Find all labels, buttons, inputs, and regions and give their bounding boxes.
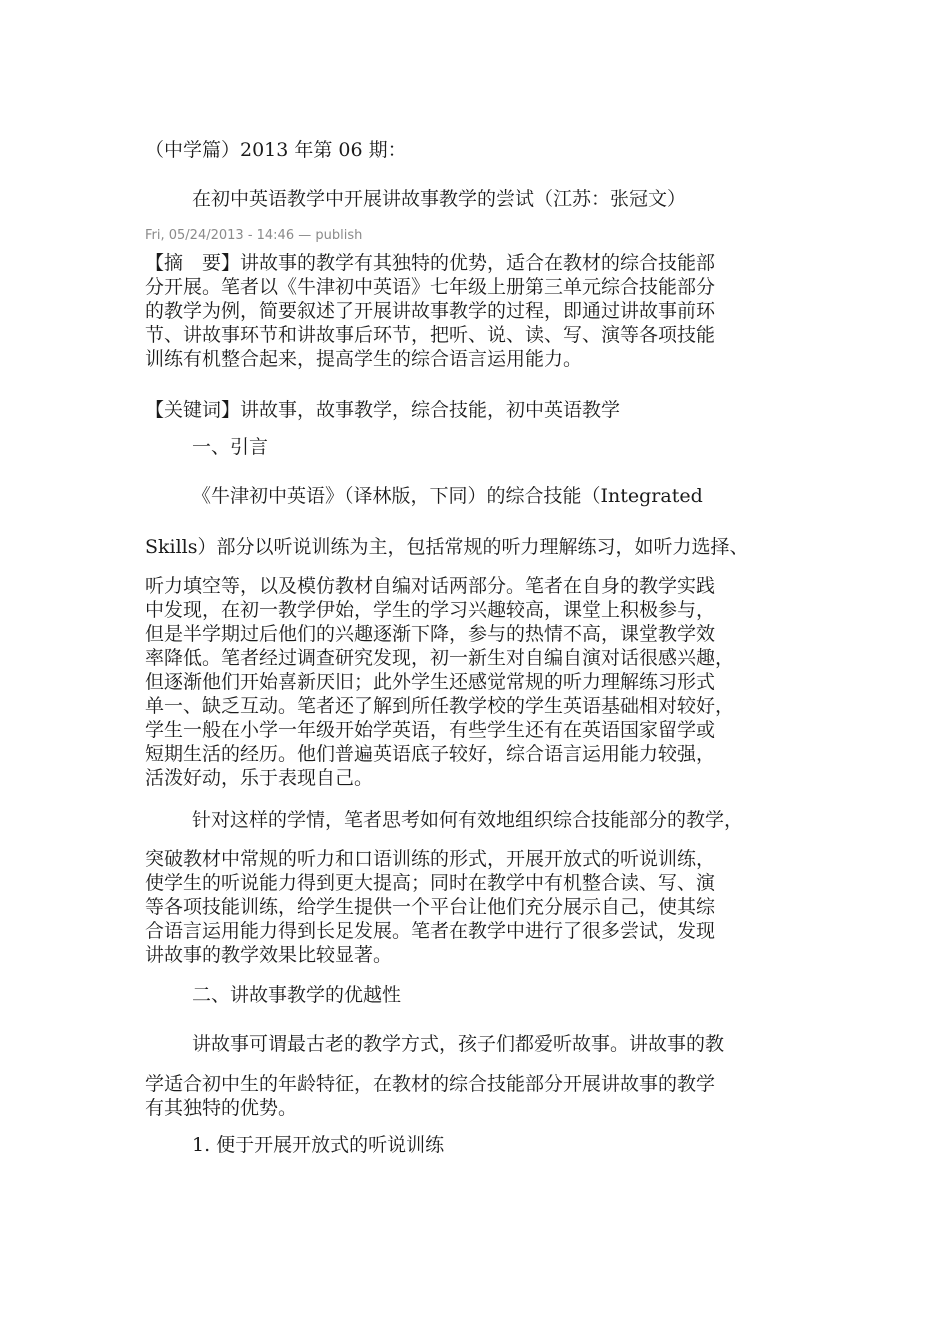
- paragraph-line: 讲故事可谓最古老的教学方式，孩子们都爱听故事。讲故事的教: [192, 1033, 725, 1055]
- post-meta: Fri, 05/24/2013 - 14:46 — publish: [145, 228, 363, 243]
- paragraph-line: 等各项技能训练，给学生提供一个平台让他们充分展示自己，使其综: [145, 896, 716, 918]
- abstract-line: 的教学为例，简要叙述了开展讲故事教学的过程，即通过讲故事前环: [145, 300, 716, 322]
- section-heading-advantages: 二、讲故事教学的优越性: [192, 984, 402, 1006]
- paragraph-line: 讲故事的教学效果比较显著。: [145, 944, 393, 966]
- paragraph-line: 但是半学期过后他们的兴趣逐渐下降，参与的热情不高，课堂教学效: [145, 623, 716, 645]
- abstract-line: 【摘 要】讲故事的教学有其独特的优势，适合在教材的综合技能部: [145, 252, 716, 274]
- paragraph-line: 突破教材中常规的听力和口语训练的形式，开展开放式的听说训练，: [145, 848, 716, 870]
- paragraph-line: 使学生的听说能力得到更大提高；同时在教学中有机整合读、写、演: [145, 872, 716, 894]
- strategy-paragraph: [145, 847, 715, 967]
- paragraph-line: 学适合初中生的年龄特征，在教材的综合技能部分开展讲故事的教学: [145, 1073, 716, 1095]
- paragraph-line: 短期生活的经历。他们普遍英语底子较好，综合语言运用能力较强，: [145, 743, 716, 765]
- abstract-line: 训练有机整合起来，提高学生的综合语言运用能力。: [145, 348, 583, 370]
- paragraph-line: 学生一般在小学一年级开始学英语，有些学生还有在英语国家留学或: [145, 719, 716, 741]
- paragraph-line: 活泼好动，乐于表现自己。: [145, 767, 374, 789]
- paragraph-line: 率降低。笔者经过调查研究发现，初一新生对自编自演对话很感兴趣，: [145, 647, 735, 669]
- subsection-heading: 1. 便于开展开放式的听说训练: [192, 1134, 445, 1156]
- abstract-paragraph: [145, 251, 715, 371]
- paragraph-line: 听力填空等，以及模仿教材自编对话两部分。笔者在自身的教学实践: [145, 575, 716, 597]
- paragraph-line: Skills）部分以听说训练为主，包括常规的听力理解练习，如听力选择、: [145, 536, 749, 558]
- paragraph-line: 《牛津初中英语》（译林版，下同）的综合技能（Integrated: [192, 485, 703, 507]
- keywords-line: 【关键词】讲故事，故事教学，综合技能，初中英语教学: [145, 399, 621, 421]
- paragraph-line: 但逐渐他们开始喜新厌旧；此外学生还感觉常规的听力理解练习形式: [145, 671, 716, 693]
- paragraph-line: 针对这样的学情，笔者思考如何有效地组织综合技能部分的教学，: [192, 809, 744, 831]
- issue-heading: （中学篇）2013 年第 06 期：: [145, 139, 407, 161]
- advantages-paragraph: [145, 1072, 715, 1120]
- abstract-line: 节、讲故事环节和讲故事后环节，把听、说、读、写、演等各项技能: [145, 324, 716, 346]
- section-heading-intro: 一、引言: [192, 436, 269, 458]
- abstract-line: 分开展。笔者以《牛津初中英语》七年级上册第三单元综合技能部分: [145, 276, 716, 298]
- paragraph-line: 合语言运用能力得到长足发展。笔者在教学中进行了很多尝试，发现: [145, 920, 716, 942]
- paragraph-line: 中发现，在初一教学伊始，学生的学习兴趣较高，课堂上积极参与，: [145, 599, 716, 621]
- paragraph-line: 单一、缺乏互动。笔者还了解到所任教学校的学生英语基础相对较好，: [145, 695, 735, 717]
- paragraph-line: 有其独特的优势。: [145, 1097, 298, 1119]
- intro-paragraph: [145, 574, 734, 790]
- article-title: 在初中英语教学中开展讲故事教学的尝试（江苏：张冠文）: [192, 188, 687, 210]
